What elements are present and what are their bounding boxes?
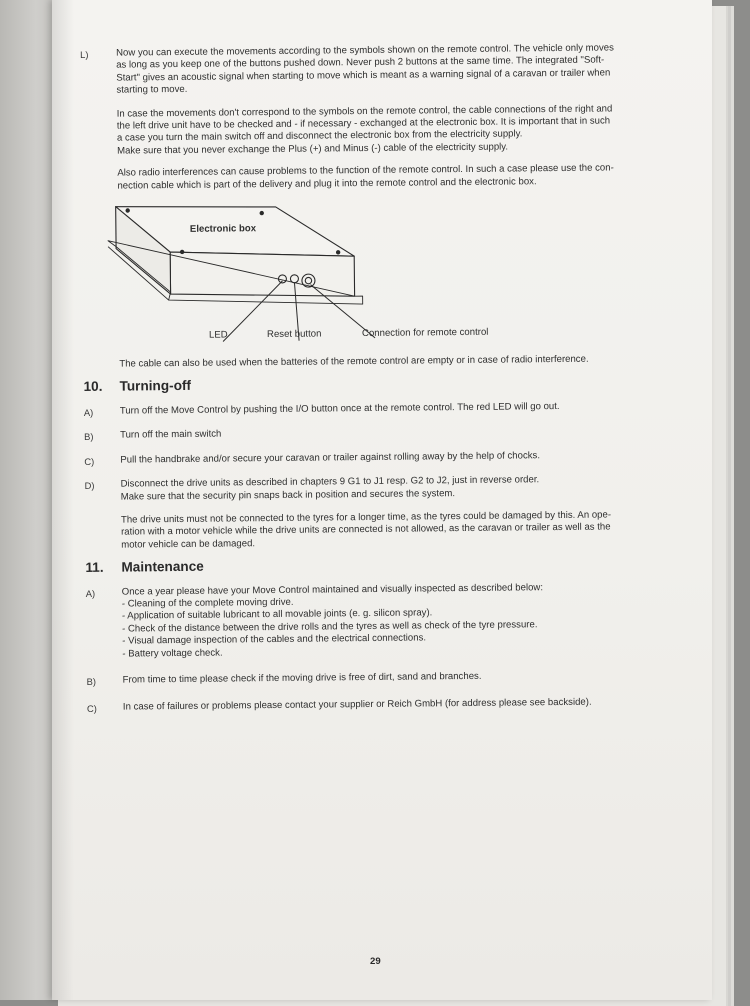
box-front-face (170, 250, 354, 298)
text-line: a case you turn the main switch off and disconnect the electronic box from the electricity supply. (116, 128, 523, 145)
text-line: Make sure that the security pin snaps back in position and secures the system. (120, 487, 456, 503)
text-line: Start" gives an acoustic signal when starting to move which is meant as a warning signal of a caravan or trailer when (116, 67, 611, 84)
radio-interference-paragraph (117, 162, 671, 193)
figure-title: Electronic box (189, 223, 257, 235)
page-gutter-shadow (52, 0, 74, 1000)
step-l (80, 42, 670, 98)
list-item: - Application of suitable lubricant to all movable joints (e. g. silicon spray). (121, 607, 433, 622)
step-label: C) (86, 703, 97, 715)
led-label: LED (208, 329, 228, 341)
text-line: starting to move. (116, 84, 188, 96)
list-item: - Battery voltage check. (122, 647, 223, 660)
facing-page-edge (0, 0, 60, 1000)
step-d (85, 473, 675, 504)
section-number: 11. (85, 559, 104, 576)
text-line: as long as you keep one of the buttons pushed down. Never push 2 buttons at the same time. The integrated "Soft- (116, 54, 605, 72)
remote-connection-label: Connection for remote control (361, 326, 489, 340)
step-a (84, 400, 674, 420)
text-line: Turn off the main switch (120, 428, 222, 441)
text-line: Make sure that you never exchange the Plus (+) and Minus (-) cable of the electricity supply. (117, 141, 509, 157)
step-label: C) (84, 455, 95, 467)
step-label: D) (84, 479, 95, 492)
maintenance-step-a (86, 580, 677, 661)
text-line: nection cable which is part of the delivery and plug it into the remote control and the electronic box. (117, 175, 537, 192)
text-line: From time to time please check if the moving drive is free of dirt, sand and branches. (122, 670, 482, 686)
text-line: In case of failures or problems please contact your supplier or Reich GmbH (for address please see backside). (122, 697, 592, 713)
text-line: ration with a motor vehicle while the drive units are connected is not allowed, as the caravan or trailer as well as the (121, 521, 611, 538)
manual-page (52, 0, 712, 1000)
text-line: motor vehicle can be damaged. (121, 537, 256, 551)
text-line: the left drive unit have to be checked and - if necessary - exchanged at the electronic box. It is important that in such (116, 115, 611, 132)
step-label: A) (83, 406, 94, 418)
section-heading-maintenance (85, 556, 675, 575)
page-content (80, 42, 677, 727)
text-line: The cable can also be used when the batteries of the remote control are empty or in case of radio interference. (119, 353, 589, 370)
figure-caption (119, 353, 673, 371)
text-line: Also radio interferences can cause problems to the function of the remote control. In such a case please use the con- (117, 162, 614, 179)
step-text (116, 42, 670, 97)
cable-check-paragraph (117, 102, 671, 157)
section-title: Turning-off (119, 378, 192, 395)
maintenance-step-c (87, 696, 677, 716)
text-line: Pull the handbrake and/or secure your caravan or trailer against rolling away by the help of chocks. (120, 449, 541, 466)
step-label: A) (85, 587, 96, 599)
list-item: - Check of the distance between the drive rolls and the tyres as well as check of the tyre pressure. (122, 618, 538, 635)
step-c (84, 448, 674, 468)
text-line: The drive units must not be connected to the tyres for a longer time, as the tyres could be damaged by this. An ope- (120, 509, 612, 526)
text-line: Turn off the Move Control by pushing the I/O button once at the remote control. The red LED will go out. (119, 400, 560, 417)
text-line: Now you can execute the movements according to the symbols shown on the remote control. The vehicle only moves (115, 42, 614, 59)
reset-button-label: Reset button (266, 328, 322, 341)
section-heading-turning-off (83, 375, 673, 394)
text-line: Once a year please have your Move Control maintained and visually inspected as described below: (121, 581, 544, 598)
list-item: - Visual damage inspection of the cables and the electrical connections. (122, 632, 427, 647)
drive-units-warning (121, 509, 675, 552)
step-label: B) (84, 431, 94, 443)
step-label: B) (86, 675, 97, 687)
page-number: 29 (370, 956, 381, 967)
text-line: Disconnect the drive units as described in chapters 9 G1 to J1 resp. G2 to J2, just in reverse order. (120, 474, 540, 490)
step-label: L) (80, 48, 89, 60)
section-number: 10. (83, 379, 103, 395)
electronic-box-figure (106, 198, 528, 352)
step-b (84, 424, 674, 444)
list-item: - Cleaning of the complete moving drive. (121, 596, 294, 610)
maintenance-step-b (87, 669, 677, 689)
text-line: In case the movements don't correspond to the symbols on the remote control, the cable connections of the right and (116, 103, 613, 120)
section-title: Maintenance (121, 558, 204, 575)
